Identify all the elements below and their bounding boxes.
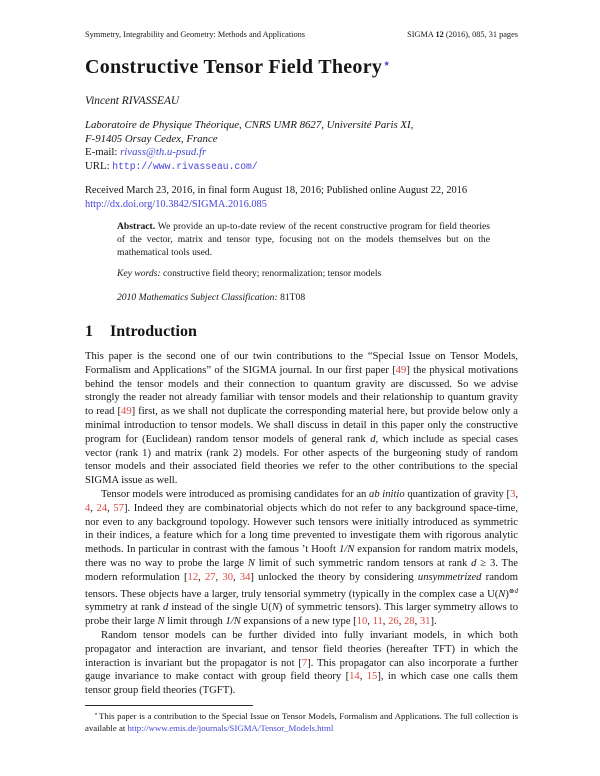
affiliation-line: F-91405 Orsay Cedex, France <box>85 132 218 145</box>
citation-link[interactable]: 31 <box>419 616 431 628</box>
emphasis-text: ab initio <box>369 488 405 500</box>
citation-link[interactable]: 34 <box>239 571 251 583</box>
math-var: d <box>471 557 477 569</box>
journal-issue <box>407 30 518 40</box>
citation-link[interactable]: 27 <box>204 571 216 583</box>
keywords-label: Key words: <box>117 268 161 280</box>
email-link[interactable]: rivass@th.u-psud.fr <box>120 146 207 158</box>
paper-title <box>85 53 518 79</box>
citation-link[interactable]: 14 <box>349 671 360 683</box>
footnote-rule <box>85 705 253 706</box>
running-header <box>85 30 518 40</box>
title-footnote-star[interactable]: ⋆ <box>383 58 391 70</box>
keywords-text: constructive field theory; renormalization; tensor models <box>160 268 382 280</box>
email-label: E-mail: <box>85 146 121 158</box>
citation-link[interactable]: 15 <box>366 671 378 683</box>
journal-issue-prefix: SIGMA <box>407 30 436 39</box>
affiliation <box>85 119 518 146</box>
citation-link[interactable]: 11 <box>372 616 383 628</box>
abstract-label: Abstract. <box>117 221 156 232</box>
citation-link[interactable]: 49 <box>395 364 407 376</box>
citation-link[interactable]: 26 <box>388 616 399 628</box>
citation-link[interactable]: 24 <box>96 502 108 514</box>
section-number: 1 <box>85 322 93 340</box>
abstract-text: We provide an up-to-date review of the recent constructive program for field theories of the vector, matrix and tensor type, focusing not on the models themselves but on the mathematical tools used. <box>117 221 490 258</box>
msc-label: 2010 Mathematics Subject Classification: <box>117 292 278 304</box>
contact-block <box>85 146 518 173</box>
math-var: N <box>498 588 506 600</box>
citation-link[interactable]: 30 <box>222 571 233 583</box>
section-heading <box>85 322 518 341</box>
footnote <box>85 705 518 735</box>
abstract <box>117 221 490 259</box>
footnote-marker: ⋆ <box>94 710 98 718</box>
affiliation-line: Laboratoire de Physique Théorique, CNRS UMR 8627, Université Paris XI, <box>85 119 414 131</box>
journal-volume: 12 <box>435 30 444 39</box>
footnote-text <box>85 709 518 735</box>
citation-link[interactable]: 57 <box>113 502 125 514</box>
paper-title-text: Constructive Tensor Field Theory <box>85 56 383 78</box>
footnote-body: This paper is a contribution to the Special Issue on Tensor Models, Formalism and Applications. The full collection is available at http://www.emis.de/journals/SIGMA/Tensor_Models.html <box>85 710 518 733</box>
math-var: d <box>163 602 169 614</box>
body-paragraph: Tensor models were introduced as promising candidates for an ab initio quantization of gravity [3, 4, 24, 57]. Indeed they are combinatorial objects which do not refer to any background space-time, nor even to any background topology. However such tensors were initially introduced as symmetric in their indices, a feature which for a long time prevented to investigate them with rigorous analytic methods. In particular in contrast with the famous ’t Hooft 1/N expansion for random matrix models, there was no way to probe the large N limit of such symmetric random tensors at rank d ≥ 3. The modern reformulation [12, 27, 30, 34] unlocked the theory by considering unsymmetrized random tensors. These objects have a larger, truly tensorial symmetry (typically in the complex case a $U(N)^{\otimes d}$ symmetry at rank d instead of the single U(N) of symmetric tensors). This larger symmetry allows to probe their large N limit through 1/N expansions of a new type [10, 11, 26, 28, 31]. <box>85 488 519 628</box>
citation-link[interactable]: 4 <box>85 502 91 514</box>
math-var: N <box>271 602 279 614</box>
math-var: N <box>247 557 255 569</box>
journal-name: Symmetry, Integrability and Geometry: Methods and Applications <box>85 30 305 39</box>
keywords-line <box>117 268 490 281</box>
citation-link[interactable]: 3 <box>510 488 516 500</box>
citation-link[interactable]: 10 <box>356 616 368 628</box>
emphasis-text: unsymmetrized <box>417 571 482 583</box>
body-paragraph: This paper is the second one of our twin contributions to the “Special Issue on Tensor Models, Formalism and Applications” of the SIGMA journal. In our first paper [49] the physical motivations behind the tensor models and their connection to quantum gravity are discussed. So we advise strongly the reader not already familiar with tensor models and their relationship to quantum gravity to read [49] first, as we shall not duplicate the corresponding material here, but provide below only a minimal introduction to tensor models. We shall discuss in detail in this paper only the constructive program for (Euclidean) random tensor models of general rank d, which include as special cases vector (rank 1) and matrix (rank 2) models. For other aspects of the burgeoning study of random tensor models and their associated field theories we refer to the other contributions to the special SIGMA issue as well. <box>85 350 519 487</box>
msc-value: 81T08 <box>277 292 306 304</box>
body-paragraph: Random tensor models can be further divided into fully invariant models, in which both propagator and interaction are invariant, and tensor field theories (hereafter TFT) in which the interaction is invariant but the propagator is not [7]. This propagator can also incorporate a further gauge invariance to make contact with group field theory [14, 15], in which case one calls them tensor group field theories (TGFT). <box>85 629 519 697</box>
math-var: N <box>157 616 165 628</box>
url-row <box>85 160 518 174</box>
citation-link[interactable]: 49 <box>121 406 132 418</box>
math-var: 1/N <box>338 544 355 556</box>
citation-link[interactable]: 7 <box>301 657 308 669</box>
url-link[interactable]: http://www.rivasseau.com/ <box>112 160 258 172</box>
journal-issue-suffix: (2016), 085, 31 pages <box>443 30 518 39</box>
doi-row <box>85 198 518 212</box>
superscript: ⊗d <box>508 587 518 595</box>
author-name: Vincent RIVASSEAU <box>85 95 180 107</box>
msc-line <box>117 292 490 305</box>
citation-link[interactable]: 28 <box>403 616 415 628</box>
section-title: Introduction <box>110 322 197 340</box>
math-var: 1/N <box>225 616 241 628</box>
doi-link[interactable]: http://dx.doi.org/10.3842/SIGMA.2016.085 <box>85 199 267 210</box>
url-label: URL: <box>85 159 113 172</box>
received-line: Received March 23, 2016, in final form August 18, 2016; Published online August 22, 2016 <box>85 185 468 196</box>
math-var: d <box>370 433 376 445</box>
external-link[interactable]: http://www.emis.de/journals/SIGMA/Tensor_Models.html <box>127 722 334 733</box>
citation-link[interactable]: 12 <box>187 571 199 583</box>
email-row <box>85 146 518 160</box>
